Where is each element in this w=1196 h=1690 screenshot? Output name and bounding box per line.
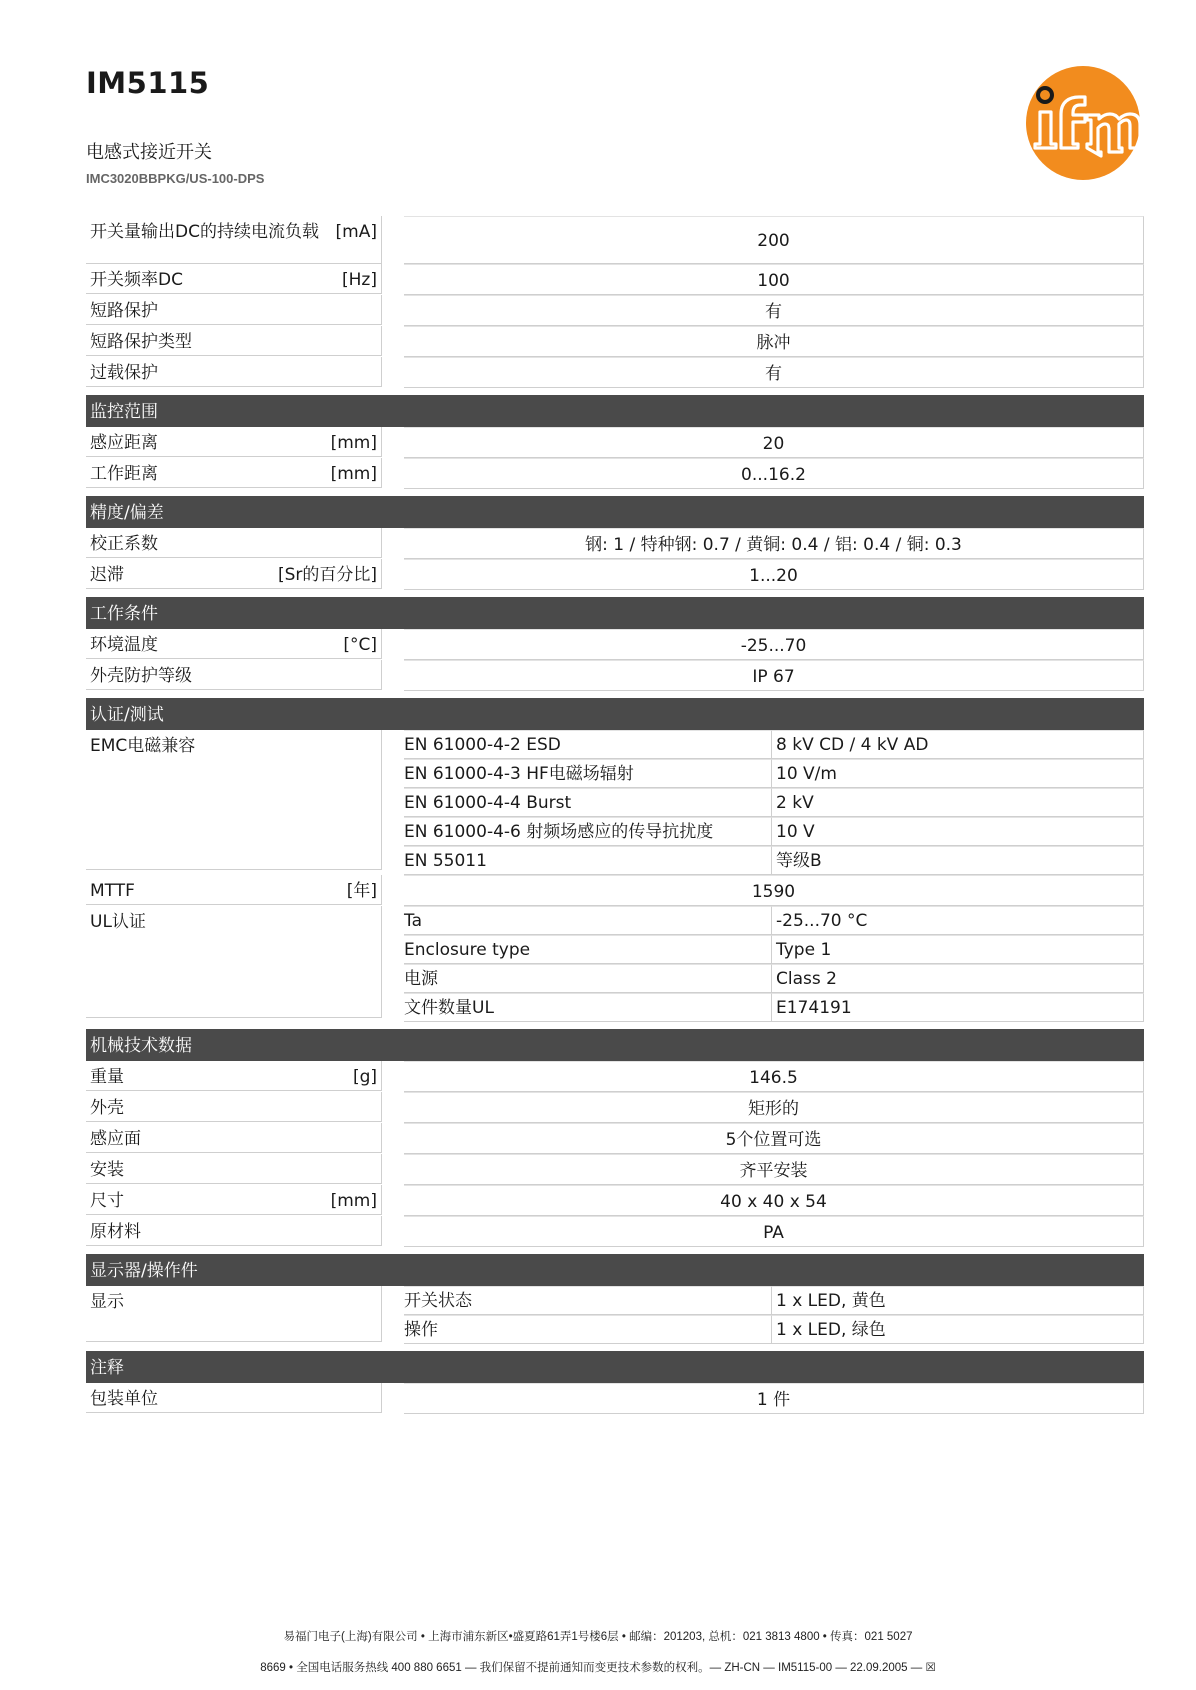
row-label: 迟滞 [Sr的百分比] xyxy=(86,559,382,589)
row-label: 尺寸 [mm] xyxy=(86,1185,382,1215)
sub-row: EN 61000-4-6 射频场感应的传导抗扰度 10 V xyxy=(404,817,1144,846)
row-label: 过载保护 xyxy=(86,357,382,387)
table-row xyxy=(86,1061,1144,1092)
row-label: EMC电磁兼容 xyxy=(86,730,382,870)
table-row-ul xyxy=(86,906,1144,1022)
row-label: 包装单位 xyxy=(86,1383,382,1413)
ifm-logo-icon xyxy=(1024,64,1142,182)
table-row xyxy=(86,216,1144,264)
row-value: -25...70 xyxy=(404,629,1144,660)
section-header-monitor: 监控范围 xyxy=(86,395,1144,427)
row-value: 1...20 xyxy=(404,559,1144,590)
row-value: 200 xyxy=(404,216,1144,264)
table-row xyxy=(86,295,1144,326)
footer-line-2: 8669 • 全国电话服务热线 400 880 6651 — 我们保留不提前通知而变更技术参数的权利。— ZH-CN — IM5115-00 — 22.09.2005 — ☒ xyxy=(260,1662,936,1674)
table-row-emc xyxy=(86,730,1144,875)
table-row xyxy=(86,1185,1144,1216)
row-label: 外壳防护等级 xyxy=(86,660,382,690)
product-subtitle: 电感式接近开关 xyxy=(86,142,212,163)
row-label: 原材料 xyxy=(86,1216,382,1246)
row-value: 脉冲 xyxy=(404,326,1144,357)
ul-subtable xyxy=(404,906,1144,1022)
row-label: 外壳 xyxy=(86,1092,382,1122)
section-header-notes: 注释 xyxy=(86,1351,1144,1383)
row-label: UL认证 xyxy=(86,906,382,1018)
table-row xyxy=(86,1092,1144,1123)
table-row-display xyxy=(86,1286,1144,1344)
data-sheet-table xyxy=(86,216,1144,1414)
table-row xyxy=(86,264,1144,295)
row-value: 1590 xyxy=(404,875,1144,906)
section-header-display: 显示器/操作件 xyxy=(86,1254,1144,1286)
table-row xyxy=(86,427,1144,458)
row-label: 环境温度 [°C] xyxy=(86,629,382,659)
row-label: 短路保护 xyxy=(86,295,382,325)
sub-row: EN 61000-4-2 ESD 8 kV CD / 4 kV AD xyxy=(404,730,1144,759)
sub-row: EN 55011 等级B xyxy=(404,846,1144,875)
sub-row: 电源 Class 2 xyxy=(404,964,1144,993)
sub-row: 文件数量UL E174191 xyxy=(404,993,1144,1022)
row-label: 开关量输出DC的持续电流负载 [mA] xyxy=(86,216,382,264)
row-label: 重量 [g] xyxy=(86,1061,382,1091)
footer-line-1: 易福门电子(上海)有限公司 • 上海市浦东新区•盛夏路61弄1号楼6层 • 邮编：201203, 总机：021 3813 4800 • 传真：021 5027 xyxy=(283,1631,913,1643)
table-row xyxy=(86,528,1144,559)
row-label: 感应面 xyxy=(86,1123,382,1153)
table-row xyxy=(86,1154,1144,1185)
table-row-mttf xyxy=(86,875,1144,906)
row-label: 安装 xyxy=(86,1154,382,1184)
table-row xyxy=(86,458,1144,489)
row-label: 开关频率DC [Hz] xyxy=(86,264,382,294)
row-value: 钢: 1 / 特种钢: 0.7 / 黄铜: 0.4 / 铝: 0.4 / 铜: 0.3 xyxy=(404,528,1144,559)
row-value: 146.5 xyxy=(404,1061,1144,1092)
row-label: MTTF [年] xyxy=(86,875,382,905)
section-header-accuracy: 精度/偏差 xyxy=(86,496,1144,528)
sub-row: EN 61000-4-3 HF电磁场辐射 10 V/m xyxy=(404,759,1144,788)
row-value: 20 xyxy=(404,427,1144,458)
row-label: 校正系数 xyxy=(86,528,382,558)
display-subtable xyxy=(404,1286,1144,1344)
row-label: 短路保护类型 xyxy=(86,326,382,356)
section-header-cert: 认证/测试 xyxy=(86,698,1144,730)
table-row xyxy=(86,326,1144,357)
section-header-mech: 机械技术数据 xyxy=(86,1029,1144,1061)
table-row xyxy=(86,559,1144,590)
table-row xyxy=(86,629,1144,660)
sub-row: EN 61000-4-4 Burst 2 kV xyxy=(404,788,1144,817)
sub-row: Ta -25...70 °C xyxy=(404,906,1144,935)
row-label: 显示 xyxy=(86,1286,382,1342)
row-value: 有 xyxy=(404,295,1144,326)
table-row xyxy=(86,1383,1144,1414)
table-row xyxy=(86,1216,1144,1247)
table-row xyxy=(86,660,1144,691)
emc-subtable xyxy=(404,730,1144,875)
row-value: IP 67 xyxy=(404,660,1144,691)
product-code: IMC3020BBPKG/US-100-DPS xyxy=(86,171,265,186)
row-label: 工作距离 [mm] xyxy=(86,458,382,488)
table-row xyxy=(86,357,1144,388)
sub-row: 开关状态 1 x LED, 黄色 xyxy=(404,1286,1144,1315)
row-value: 0...16.2 xyxy=(404,458,1144,489)
sub-row: 操作 1 x LED, 绿色 xyxy=(404,1315,1144,1344)
row-value: 齐平安装 xyxy=(404,1154,1144,1185)
sub-row: Enclosure type Type 1 xyxy=(404,935,1144,964)
product-title: IM5115 xyxy=(86,66,210,100)
row-value: PA xyxy=(404,1216,1144,1247)
table-row xyxy=(86,1123,1144,1154)
row-value: 5个位置可选 xyxy=(404,1123,1144,1154)
row-value: 40 x 40 x 54 xyxy=(404,1185,1144,1216)
section-header-operating: 工作条件 xyxy=(86,597,1144,629)
row-value: 有 xyxy=(404,357,1144,388)
row-label: 感应距离 [mm] xyxy=(86,427,382,457)
row-value: 1 件 xyxy=(404,1383,1144,1414)
row-value: 矩形的 xyxy=(404,1092,1144,1123)
row-value: 100 xyxy=(404,264,1144,295)
